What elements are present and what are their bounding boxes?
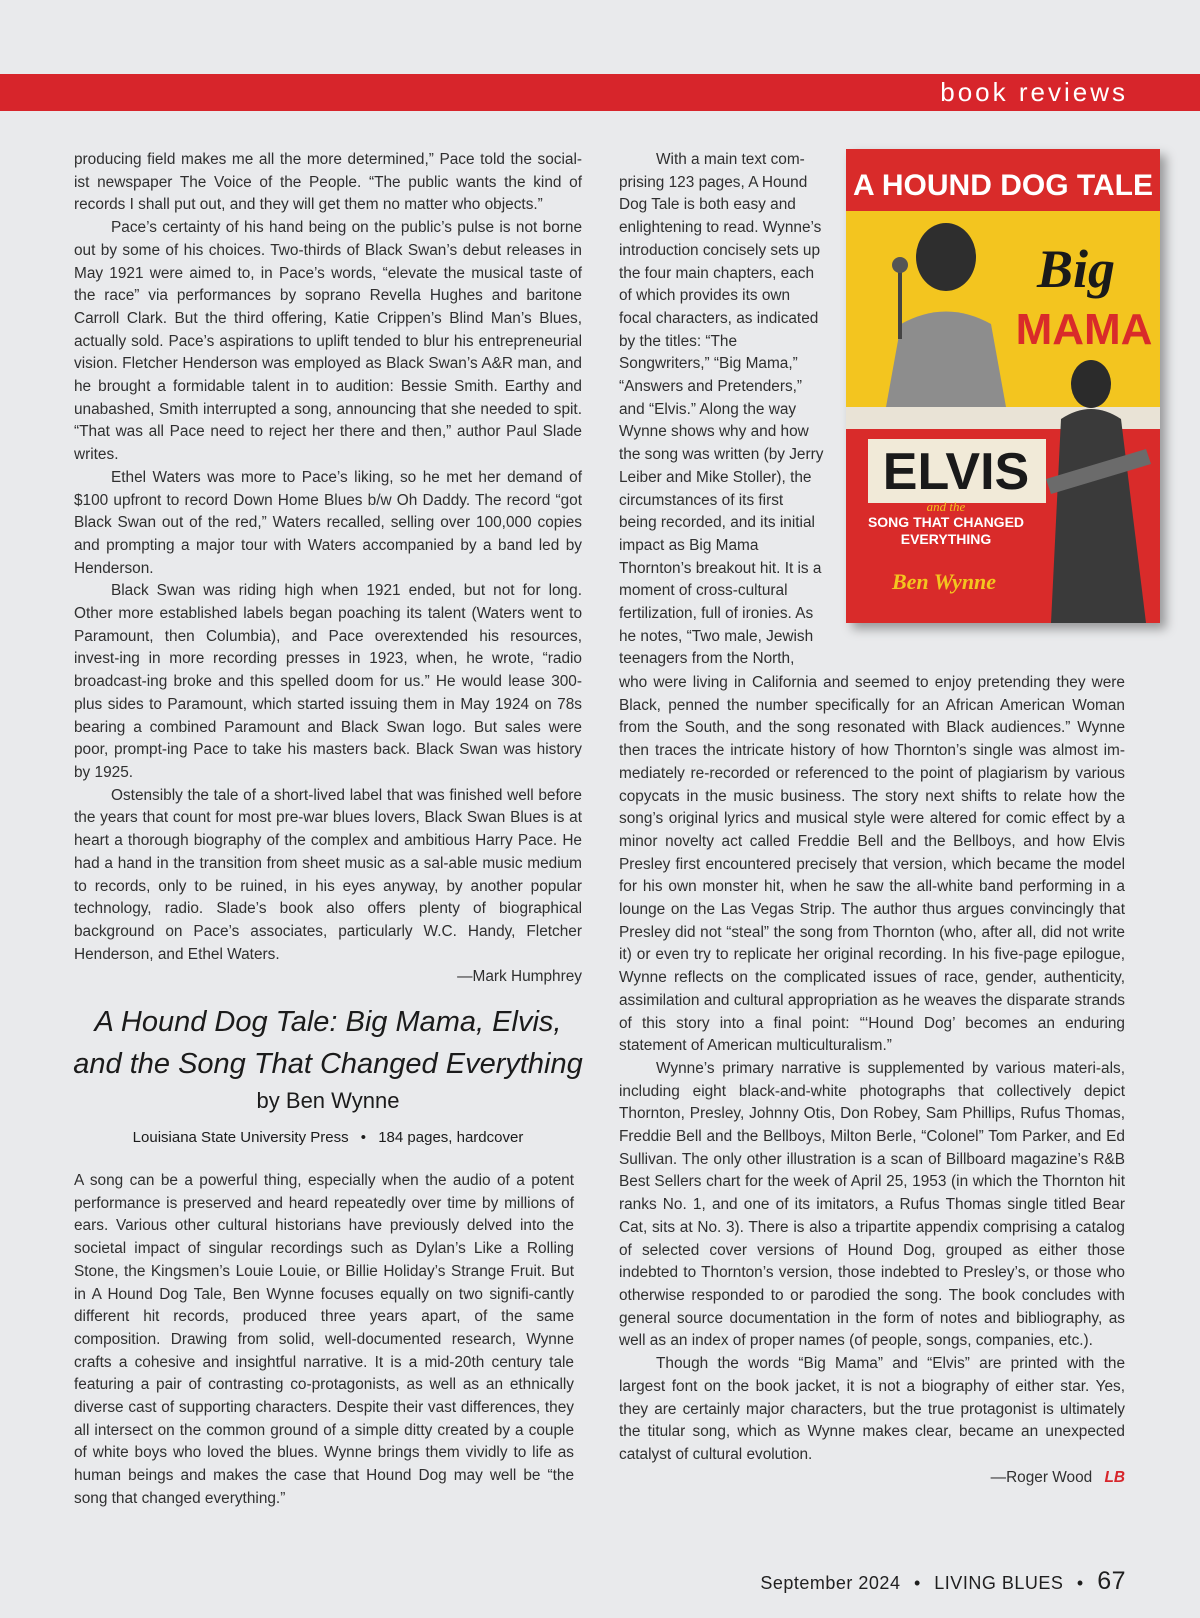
book-cover-image: [846, 149, 1160, 623]
review-byline: by Ben Wynne: [256, 1088, 400, 1113]
paragraph: Ethel Waters was more to Pace’s liking, so he met her demand of $100 upfront to record Down Home Blues b/w Oh Daddy. The record “got Black Swan out of the red,” Waters recalled, selling over 100,000 copies and prompting a major tour with Waters accompanied by a band led by Henderson.: [74, 468, 582, 577]
cover-and-the: and the: [926, 499, 966, 514]
page-details: 184 pages, hardcover: [378, 1129, 524, 1146]
magazine-name: LIVING BLUES: [934, 1573, 1064, 1593]
review-hound-dog-right: [619, 672, 1125, 1489]
reviewer-signature-row: [619, 1467, 1125, 1490]
paragraph: With a main text com-prising 123 pages, A Hound Dog Tale is both easy and enlightening to read. Wynne’s introduction concisely sets up the four main chapters, each of which provides its own focal characters, as indicated by the titles: “The Songwriters,” “Big Mama,” “Answers and Pretenders,” and “Elvis.” Along the way Wynne shows why and how the song was written (by Jerry Leiber and Mike Stoller), the circumstances of its first being recorded, and its initial impact as Big Mama Thornton’s breakout hit. It is a moment of cross-cultural fertilization, full of ironies. As he notes, “Two male, Jewish teenagers from the North,: [619, 151, 824, 668]
review-hound-dog-right-top: [619, 149, 825, 671]
review-hound-dog-left: [74, 1170, 574, 1511]
paragraph: Wynne’s primary narrative is supplemented by various materi-als, including eight black-and-white photographs that collectively depict Thornton, Presley, Johnny Otis, Don Robey, Sam Phillips, Rufus Thomas, Freddie Bell and the Bellboys, Milton Berle, “Colonel” Tom Parker, and Ed Sullivan. The only other illustration is a scan of Billboard magazine’s R&B Best Sellers chart for the week of April 25, 1953 (in which the Thornton hit ranks No. 1, and one of its imitators, a Rufus Thomas single titled Bear Cat, sits at No. 3). There is also a tripartite appendix comprising a catalog of selected cover versions of Hound Dog, grouped as either those indebted to Thornton’s version, those indebted to Presley’s, or those who otherwise responded to or parodied the song. The book concludes with general source documentation in the form of notes and bibliography, as well as an index of proper names (of people, songs, companies, etc.).: [619, 1059, 1125, 1350]
bullet-separator: •: [913, 1573, 921, 1593]
reviewer-signature: —Mark Humphrey: [457, 968, 582, 986]
bullet-separator: •: [360, 1129, 367, 1146]
review-title-line: A Hound Dog Tale: Big Mama, Elvis,: [94, 1006, 562, 1038]
publication-details: [70, 1129, 586, 1146]
cover-author: Ben Wynne: [891, 569, 997, 594]
paragraph: producing field makes me all the more determined,” Pace told the social-ist newspaper The Voice of the People. “The public wants the kind of records I shall put out, and they will get them no matter who objects.”: [74, 151, 582, 214]
reviewer-signature: —Roger Wood: [990, 1468, 1093, 1486]
cover-title: A HOUND DOG TALE: [853, 169, 1153, 202]
paragraph: Though the words “Big Mama” and “Elvis” are printed with the largest font on the book jacket, it is not a biography of either star. Yes, they are certainly major characters, but the true protagonist is ultimately the titular song, which as Wynne makes clear, became an unexpected catalyst of cultural evolution.: [619, 1355, 1125, 1463]
paragraph: A song can be a powerful thing, especially when the audio of a potent performance is preserved and heard repeatedly over time by millions of ears. Various other cultural historians have previously delved into the societal impact of singular recordings such as Dylan’s Like a Rolling Stone, the Kingsmen’s Louie Louie, or Billie Holiday’s Strange Fruit. But in A Hound Dog Tale, Ben Wynne focuses equally on two signifi-cantly different hit records, produced three years apart, of the same composition. Drawing from solid, well-documented research, Wynne crafts a cohesive and insightful narrative. It is a mid-20th century tale featuring a pair of contrasting co-protagonists, as well as an ethnically diverse cast of supporting characters. Despite their vast differences, they all intersect on the common ground of a simple ditty created by a couple of white boys who loved the blues. Wynne brings them vividly to life as human beings and makes the case that Hound Dog may well be “the song that changed everything.”: [74, 1172, 574, 1507]
cover-mama: MAMA: [1015, 305, 1153, 354]
review-black-swan: [74, 149, 582, 989]
cover-subtitle-1: SONG THAT CHANGED: [867, 514, 1025, 530]
cover-subtitle-2: EVERYTHING: [900, 531, 992, 547]
section-label: book reviews: [940, 77, 1128, 107]
page-footer: [760, 1567, 1126, 1596]
publisher: Louisiana State University Press: [132, 1129, 349, 1146]
review-title-line: and the Song That Changed Everything: [73, 1048, 583, 1080]
bullet-separator: •: [1076, 1573, 1084, 1593]
section-banner: [0, 74, 1200, 111]
cover-elvis: ELVIS: [882, 443, 1030, 501]
paragraph: Pace’s certainty of his hand being on the public’s pulse is not borne out by some of his choices. Two-thirds of Black Swan’s debut releases in May 1921 were aimed to, in Pace’s words, “elevate the musical taste of the race” via performances by soprano Revella Hughes and baritone Carroll Clark. But the third offering, Katie Crippen’s Blind Man’s Blues, actually sold. Pace’s aspirations to uplift tended to blur his entrepreneurial vision. Fletcher Henderson was employed as Black Swan’s A&R man, and he brought a formidable talent in to audition: Bessie Smith. Earthy and unabashed, Smith interrupted a song, announcing that she needed to spit. “That was all Pace need to reject her there and then,” author Paul Slade writes.: [74, 219, 582, 464]
living-blues-logo-icon: LB: [1104, 1468, 1125, 1486]
paragraph: Black Swan was riding high when 1921 ended, but not for long. Other more established labels began poaching its talent (Waters went to Paramount, then Columbia), and Pace overextended his resources, invest-ing in more recording presses in 1923, when, he wrote, “radio broadcast-ing broke and this spelled doom for us.” He would lease 300-plus sides to Paramount, which started issuing them in May 1924 on 78s bearing a combined Paramount and Black Swan logo. But sales were poor, prompt-ing Pace to take his masters back. Black Swan was history by 1925.: [74, 582, 582, 781]
paragraph: who were living in California and seemed to enjoy pretending they were Black, penned the number specifically for an African American Woman from the South, and the song resonated with Black audiences.” Wynne then traces the intricate history of how Thornton’s single was almost im-mediately re-recorded or referenced to the point of plagiarism by various copycats in the music business. The story next shifts to relate how the song’s original lyrics and musical style were altered for comic effect by a minor novelty act called Freddie Bell and the Bellboys, and how Elvis Presley first encountered precisely that version, which became the model for his own monster hit, when he saw the all-white band performing in a lounge on the Las Vegas Strip. The author thus argues convincingly that Presley did not “steal” the song from Thornton (who, after all, did not write it) or even try to replicate her original recording. In his five-page epilogue, Wynne reflects on the complicated issues of race, gender, authenticity, assimilation and cultural appropriation as he weaves the disparate strands of this story into a final point: “‘Hound Dog’ becomes an enduring statement of American multiculturalism.”: [619, 674, 1125, 1055]
page-number: 67: [1097, 1567, 1126, 1595]
paragraph: Ostensibly the tale of a short-lived label that was finished well before the years that count for most pre-war blues lovers, Black Swan Blues is at heart a thorough biography of the complex and ambitious Harry Pace. He had a hand in the transition from sheet music as a sal-able music medium to records, only to be ruined, in his eyes anyway, by another popular technology, radio. Slade’s book also offers plenty of biographical background on Pace’s associates, particularly W.C. Handy, Fletcher Henderson, and Ethel Waters.: [74, 786, 582, 963]
review-title: [70, 1001, 586, 1085]
issue-date: September 2024: [760, 1573, 901, 1593]
book-cover-art: [846, 149, 1160, 623]
cover-big: Big: [1036, 239, 1116, 299]
